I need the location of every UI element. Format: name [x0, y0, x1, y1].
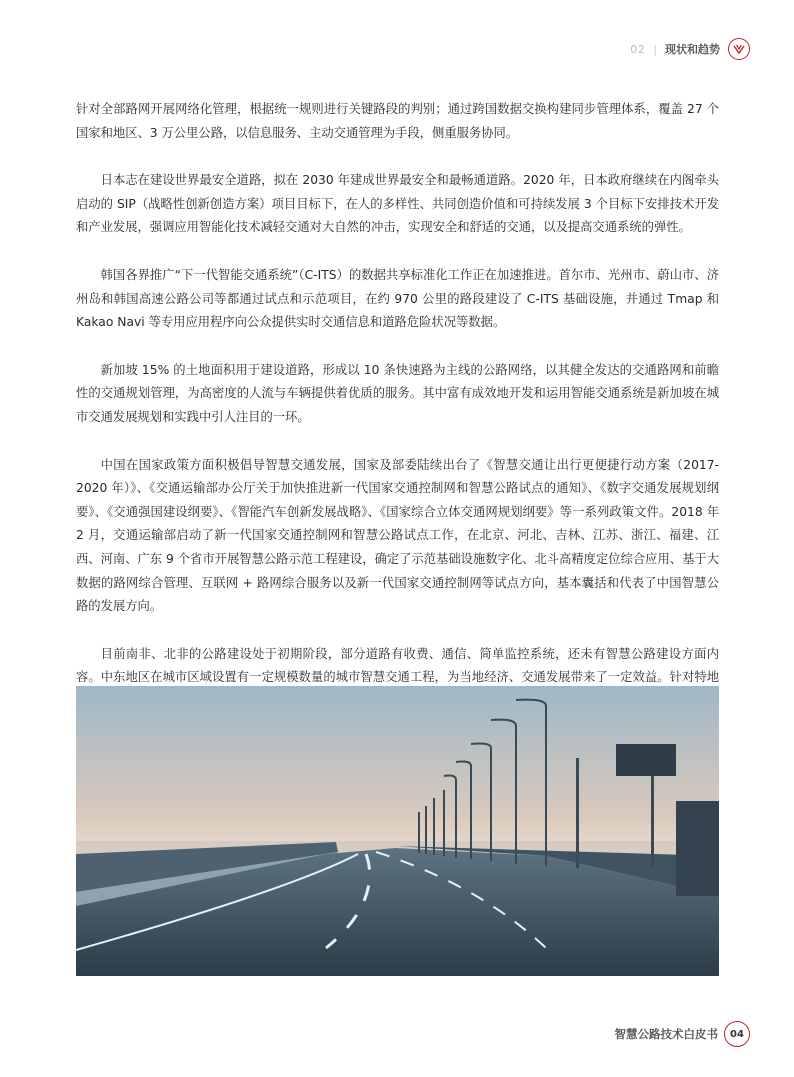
- paragraph-japan: 日本志在建设世界最安全道路，拟在 2030 年建成世界最安全和最畅通道路。2020 年，日本政府继续在内阁牵头启动的 SIP（战略性创新创造方案）项目目标下，在人的多样性、共同创造价值和可持续发展 3 个目标下安排技术开发和产业发展，强调应用智能化技术减轻交通对大自然的冲击，实现安全和舒适的交通，以及提高交通系统的弹性。: [76, 173, 719, 235]
- page-number: 04: [724, 1021, 750, 1047]
- page-footer: [615, 1021, 751, 1047]
- header-divider: |: [653, 42, 657, 56]
- page-header: [630, 38, 750, 60]
- paragraph-korea: 韩国各界推广“下一代智能交通系统”（C-ITS）的数据共享标准化工作正在加速推进。首尔市、光州市、蔚山市、济州岛和韩国高速公路公司等都通过试点和示范项目，在约 970 公里的路段建设了 C-ITS 基础设施，并通过 Tmap 和 Kakao Navi 等专用应用程序向公众提供实时交通信息和道路危险状况等数据。: [76, 267, 719, 330]
- body-text: [76, 98, 719, 737]
- paragraph-china: 中国在国家政策方面积极倡导智慧交通发展，国家及部委陆续出台了《智慧交通让出行更便捷行动方案（2017-2020 年）》、《交通运输部办公厅关于加快推进新一代国家交通控制网和智慧公路试点的通知》、《数字交通发展规划纲要》、《交通强国建设纲要》、《智能汽车创新发展战略》、《国家综合立体交通网规划纲要》等一系列政策文件。2018 年 2 月，交通运输部启动了新一代国家交通控制网和智慧公路试点工作，在北京、河北、吉林、江苏、浙江、福建、江西、河南、广东 9 个省市开展智慧公路示范工程建设，确定了示范基础设施数字化、北斗高精度定位综合应用、基于大数据的路网综合管理、互联网 + 路网综合服务以及新一代国家交通控制网等试点方向，基本囊括和代表了中国智慧公路的发展方向。: [76, 457, 719, 614]
- document-title: 智慧公路技术白皮书: [614, 1027, 718, 1041]
- highway-photo: [76, 686, 719, 976]
- section-title: 现状和趋势: [665, 43, 720, 56]
- paragraph-africa-middle-east: 目前南非、北非的公路建设处于初期阶段，部分道路有收费、通信、简单监控系统，还未有智慧公路建设方面内容。中东地区在城市区域设置有一定规模数量的城市智慧交通工程，为当地经济、交通发展带来了一定效益。针对特地: [76, 646, 719, 685]
- paragraph-europe: 针对全部路网开展网络化管理，根据统一规则进行关键路段的判别；通过跨国数据交换构建同步管理体系，覆盖 27 个国家和地区、3 万公里公路，以信息服务、主动交通管理为手段，侧重服务协同。: [76, 102, 719, 140]
- paragraph-singapore: 新加坡 15% 的土地面积用于建设道路，形成以 10 条快速路为主线的公路网络，以其健全发达的交通路网和前瞻性的交通规划管理，为高密度的人流与车辆提供着优质的服务。其中富有成效地开发和运用智能交通系统是新加坡在城市交通发展规划和实践中引人注目的一环。: [76, 362, 719, 424]
- section-number: 02: [630, 42, 646, 56]
- logo-icon: [728, 38, 750, 60]
